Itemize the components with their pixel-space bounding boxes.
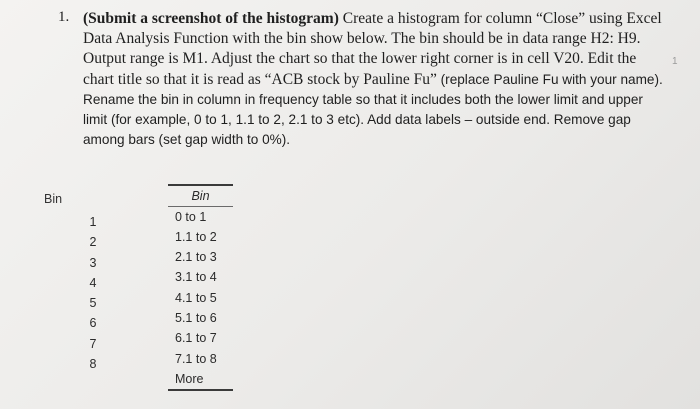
bin-value: 6 [89, 316, 97, 331]
question-bold-lead: (Submit a screenshot of the histogram) [83, 10, 339, 27]
bin-value: 4 [89, 275, 97, 290]
bin-value: 7 [89, 336, 97, 351]
bin-value: 2 [89, 235, 97, 250]
table-row: 5.1 to 6 [175, 310, 217, 325]
table-row: 3.1 to 4 [175, 270, 217, 285]
table-row: 6.1 to 7 [175, 331, 217, 346]
question-instructions-sans: (replace Pauline Fu with your name). Rename the bin in column in frequency table so that it includes both the lower limit and upper limit (for example, 0 to 1, 1.1 to 2, 2.1 to 3 etc). Add data labels – outside end. Remove gap among bars (set gap width to 0%). [83, 71, 663, 148]
question-title-instruction: Edit the chart title so that it is read as “ACB stock by Pauline Fu” [83, 50, 637, 88]
table-bottom-rule [168, 389, 233, 391]
table-row: 1.1 to 2 [175, 229, 217, 244]
bin-value: 3 [89, 255, 97, 270]
bin-value: 1 [89, 215, 97, 229]
bin-value: 5 [89, 296, 97, 311]
bin-range-table [168, 184, 233, 391]
question-text [83, 9, 663, 150]
table-header: Bin [191, 188, 210, 203]
bin-values-column [86, 212, 100, 374]
bin-value: 8 [89, 357, 97, 372]
table-row: More [175, 371, 204, 386]
table-row: 2.1 to 3 [175, 250, 217, 265]
bin-column-label: Bin [44, 192, 63, 206]
table-row: 0 to 1 [175, 209, 207, 224]
margin-mark: 1 [672, 56, 678, 67]
question-number: 1. [58, 9, 70, 25]
question-instructions-serif: Create a histogram for column “Close” using Excel Data Analysis Function with the bin show below. The bin should be in data range H2: H9. Output range is M1. Adjust the chart so that the lower right corner is in cell V20. [83, 10, 662, 68]
table-row: 7.1 to 8 [175, 351, 217, 366]
table-row: 4.1 to 5 [175, 290, 217, 305]
